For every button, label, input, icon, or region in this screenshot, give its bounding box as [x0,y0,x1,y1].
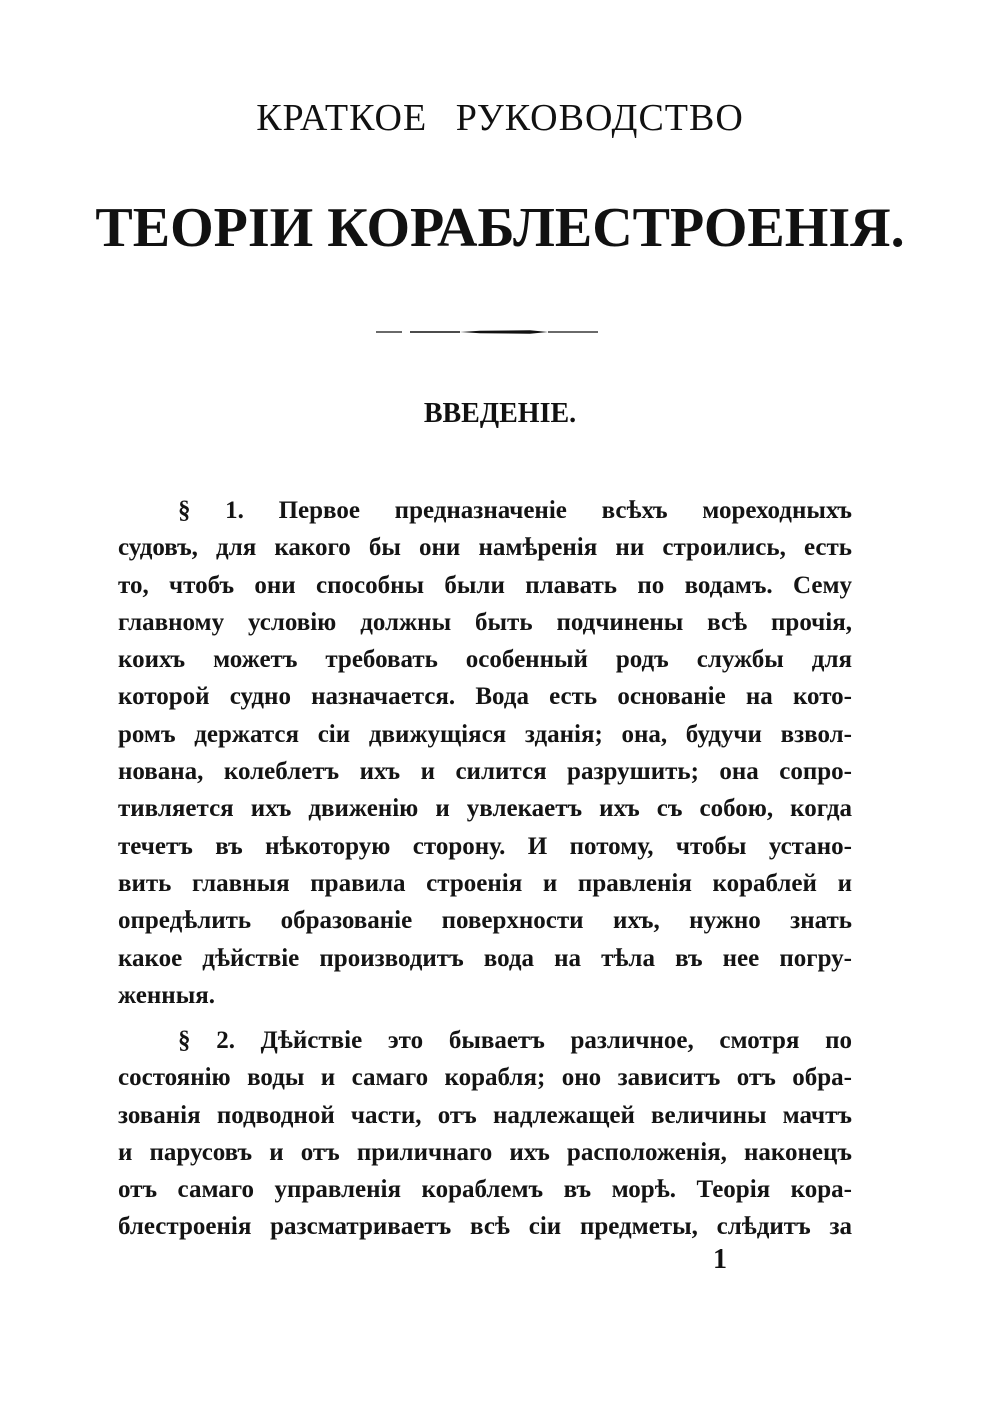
decorative-rule [0,326,1000,338]
text-line: зованія подводной части, отъ надлежащей величины мачтъ [118,1101,852,1129]
text-line: то, чтобъ они способны были плавать по водамъ. Сему [118,571,852,599]
text-line: ромъ держатся сіи движущіяся зданія; она, будучи взвол- [118,720,852,748]
text-line: коихъ можетъ требовать особенный родъ службы для [118,646,852,674]
text-line: женныя. [118,981,215,1009]
text-line: отъ самаго управленія кораблемъ въ морѣ. Теорія кора- [118,1176,852,1204]
page-number: 1 [713,1244,727,1275]
text-line: тивляется ихъ движенію и увлекаетъ ихъ съ собою, когда [118,795,852,823]
text-line: состоянію воды и самаго корабля; оно зависитъ отъ обра- [118,1064,852,1092]
paragraph-2 [118,1022,852,1246]
text-line: опредѣлить образованіе поверхности ихъ, нужно знать [118,907,852,935]
title-line-1: КРАТКОЕ РУКОВОДСТВО [256,97,744,139]
text-line: судовъ, для какого бы они намѣренія ни строились, есть [118,534,852,562]
text-line: главному условію должны быть подчинены всѣ прочія, [118,608,852,636]
text-line: течетъ въ нѣкоторую сторону. И потому, чтобы устано- [118,832,852,860]
text-line: блестроенія разсматриваетъ всѣ сіи предметы, слѣдитъ за [118,1213,852,1241]
text-line: § 2. Дѣйствіе это бываетъ различное, смотря по [178,1027,852,1054]
text-line: § 1. Первое предназначеніе всѣхъ мореходныхъ [178,497,852,524]
paragraph-1 [118,492,852,1014]
text-line: нована, колеблетъ ихъ и силится разрушить; она сопро- [118,758,852,786]
text-line: и парусовъ и отъ приличнаго ихъ расположенія, наконецъ [118,1138,852,1166]
text-line: которой судно назначается. Вода есть основаніе на кото- [118,683,852,711]
text-line: какое дѣйствіе производитъ вода на тѣла въ нее погру- [118,944,852,972]
section-heading: ВВЕДЕНІЕ. [423,398,577,429]
title-line-2: ТЕОРІИ КОРАБЛЕСТРОЕНІЯ. [95,197,905,259]
text-line: вить главныя правила строенія и правленія кораблей и [118,869,852,897]
